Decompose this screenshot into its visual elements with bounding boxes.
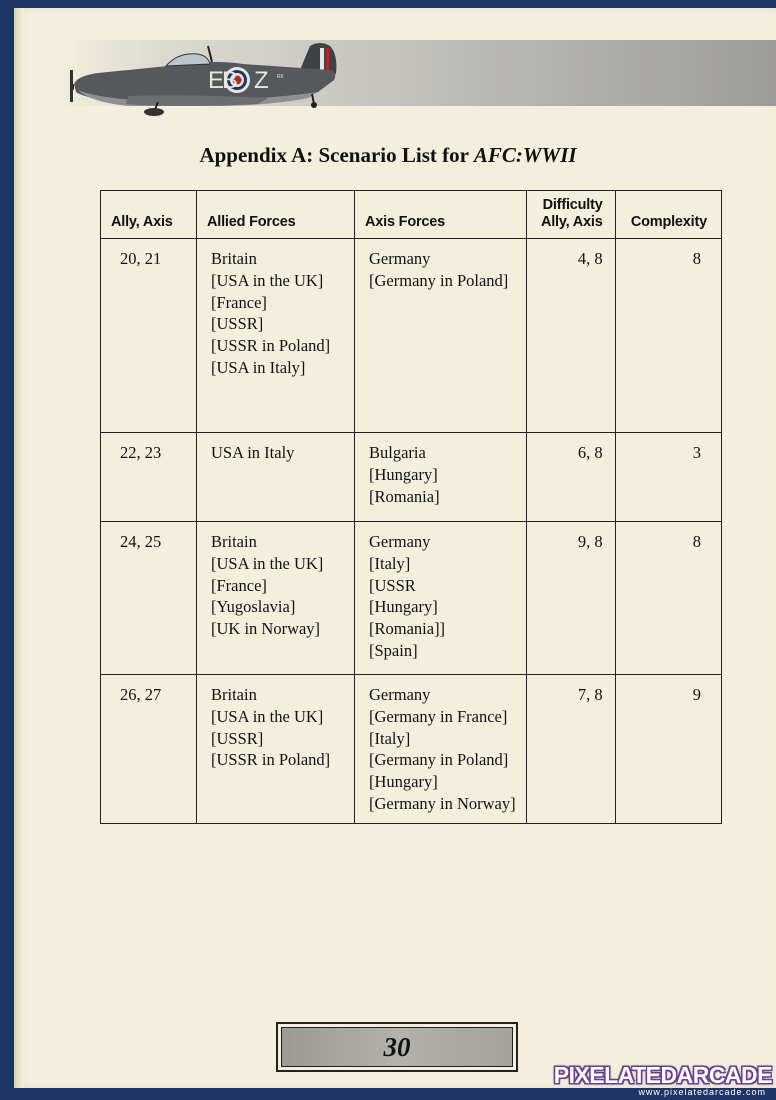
force-line: Britain — [211, 685, 257, 704]
header-complexity: Complexity — [615, 191, 721, 239]
page-title — [0, 143, 776, 168]
cell-complexity: 9 — [615, 675, 721, 824]
cell-difficulty: 6, 8 — [526, 433, 615, 522]
force-line: Bulgaria — [369, 443, 426, 462]
plane-letter-e: E — [208, 67, 225, 94]
force-line: [Germany in Poland] — [369, 750, 509, 770]
page-edge — [14, 8, 24, 1088]
force-line: USA in Italy — [211, 443, 295, 462]
force-line: [USSR] — [211, 314, 264, 334]
cell-ally-axis: 22, 23 — [101, 433, 197, 522]
cell-axis-forces — [355, 522, 527, 675]
force-line: [USSR — [369, 575, 416, 595]
force-line: [Romania] — [369, 486, 440, 506]
table-row — [101, 675, 722, 824]
table-header-row — [101, 191, 722, 239]
cell-difficulty: 9, 8 — [526, 522, 615, 675]
scenario-table — [100, 190, 722, 824]
force-line: [USSR in Poland] — [211, 750, 331, 770]
plane-letter-z: Z — [254, 67, 269, 94]
cell-allied-forces — [197, 522, 355, 675]
force-line: [Italy] — [369, 728, 411, 748]
watermark-url: www.pixelatedarcade.com — [638, 1087, 766, 1097]
spitfire-plane-icon — [68, 40, 348, 116]
force-line: Germany — [369, 685, 431, 704]
force-line: [USA in the UK] — [211, 706, 324, 726]
cell-complexity: 8 — [615, 522, 721, 675]
force-line: [France] — [211, 575, 267, 595]
page-number-box — [276, 1022, 518, 1072]
cell-complexity: 3 — [615, 433, 721, 522]
watermark — [554, 1063, 772, 1097]
force-line: [UK in Norway] — [211, 619, 321, 639]
force-line: [USA in Italy] — [211, 357, 306, 377]
cell-allied-forces — [197, 239, 355, 433]
force-line: Britain — [211, 249, 257, 268]
force-line: [Germany in Norway] — [369, 793, 516, 813]
cell-axis-forces — [355, 675, 527, 824]
force-line: [Germany in Poland] — [369, 270, 509, 290]
cell-axis-forces — [355, 239, 527, 433]
header-difficulty-line1: Difficulty — [542, 197, 603, 213]
cell-difficulty: 7, 8 — [526, 675, 615, 824]
force-line: [Hungary] — [369, 597, 438, 617]
svg-text:R6: R6 — [277, 74, 284, 80]
force-line: [Yugoslavia] — [211, 597, 296, 617]
force-line: [Hungary] — [369, 772, 438, 792]
cell-difficulty: 4, 8 — [526, 239, 615, 433]
force-line: [France] — [211, 292, 267, 312]
force-line: [Italy] — [369, 553, 411, 573]
page-title-game: AFC:WWII — [473, 143, 577, 167]
page-number: 30 — [281, 1027, 513, 1067]
force-line: Britain — [211, 532, 257, 551]
cell-allied-forces — [197, 675, 355, 824]
watermark-logo: PIXELATEDARCADE — [553, 1062, 772, 1088]
force-line: Germany — [369, 249, 431, 268]
force-line: [Hungary] — [369, 464, 438, 484]
header-difficulty-line2: Ally, Axis — [540, 214, 603, 230]
header-allied-forces: Allied Forces — [197, 191, 355, 239]
cell-ally-axis: 24, 25 — [101, 522, 197, 675]
cell-allied-forces — [197, 433, 355, 522]
table-row — [101, 239, 722, 433]
header-axis-forces: Axis Forces — [355, 191, 527, 239]
cell-axis-forces — [355, 433, 527, 522]
force-line: [USSR in Poland] — [211, 336, 331, 356]
table-row — [101, 433, 722, 522]
force-line: [USA in the UK] — [211, 553, 324, 573]
cell-ally-axis: 20, 21 — [101, 239, 197, 433]
plane-letter-b: B — [222, 67, 239, 94]
header-difficulty — [526, 191, 615, 239]
force-line: Germany — [369, 532, 431, 551]
table-row — [101, 522, 722, 675]
page-title-prefix: Appendix A: Scenario List for — [199, 143, 474, 167]
force-line: [Spain] — [369, 640, 418, 660]
force-line: [USSR] — [211, 728, 264, 748]
force-line: [Romania]] — [369, 619, 446, 639]
cell-complexity: 8 — [615, 239, 721, 433]
force-line: [USA in the UK] — [211, 270, 324, 290]
header-ally-axis: Ally, Axis — [101, 191, 197, 239]
cell-ally-axis: 26, 27 — [101, 675, 197, 824]
force-line: [Germany in France] — [369, 706, 508, 726]
